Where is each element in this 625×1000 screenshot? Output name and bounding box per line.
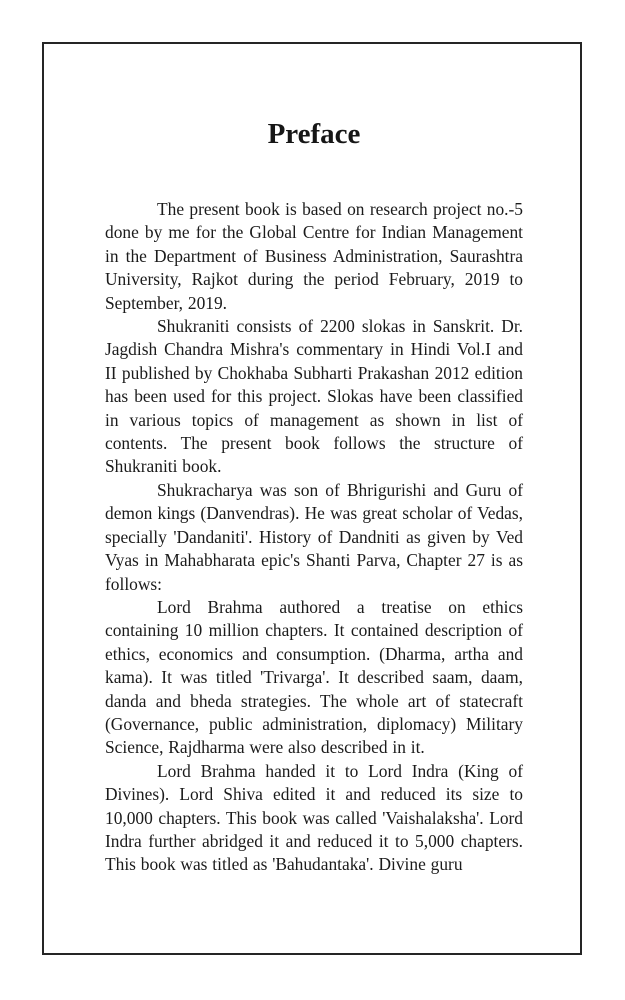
preface-paragraph-2: Shukraniti consists of 2200 slokas in Sanskrit. Dr. Jagdish Chandra Mishra's commentary in Hindi Vol.I and II published by Chokhaba Subharti Prakashan 2012 edition has been used for this project. Slokas have been classified in various topics of management as shown in list of contents. The present book follows the structure of Shukraniti book. bbox=[105, 316, 523, 477]
preface-paragraph-5: Lord Brahma handed it to Lord Indra (King of Divines). Lord Shiva edited it and reduced its size to 10,000 chapters. This book was called 'Vaishalaksha'. Lord Indra further abridged it and reduced it to 5,000 chapters. This book was titled as 'Bahudantaka'. Divine guru bbox=[105, 760, 523, 875]
preface-paragraph-3: Shukracharya was son of Bhrigurishi and Guru of demon kings (Danvendras). He was great scholar of Vedas, specially 'Dandaniti'. History of Dandniti as given by Ved Vyas in Mahabharata epic's Shanti Parva, Chapter 27 is as follows: bbox=[105, 479, 523, 594]
preface-body bbox=[105, 198, 523, 877]
page-content bbox=[105, 116, 523, 877]
preface-paragraph-1: The present book is based on research project no.-5 done by me for the Global Centre for Indian Management in the Department of Business Administration, Saurashtra University, Rajkot during the period February, 2019 to September, 2019. bbox=[105, 199, 523, 313]
page-title: Preface bbox=[267, 118, 361, 150]
page-border-frame bbox=[42, 42, 582, 955]
preface-paragraph-4: Lord Brahma authored a treatise on ethics containing 10 million chapters. It contained description of ethics, economics and consumption. (Dharma, artha and kama). It was titled 'Trivarga'. It described saam, daam, danda and bheda strategies. The whole art of statecraft (Governance, public administration, diplomacy) Military Science, Rajdharma were also described in it. bbox=[105, 596, 523, 758]
